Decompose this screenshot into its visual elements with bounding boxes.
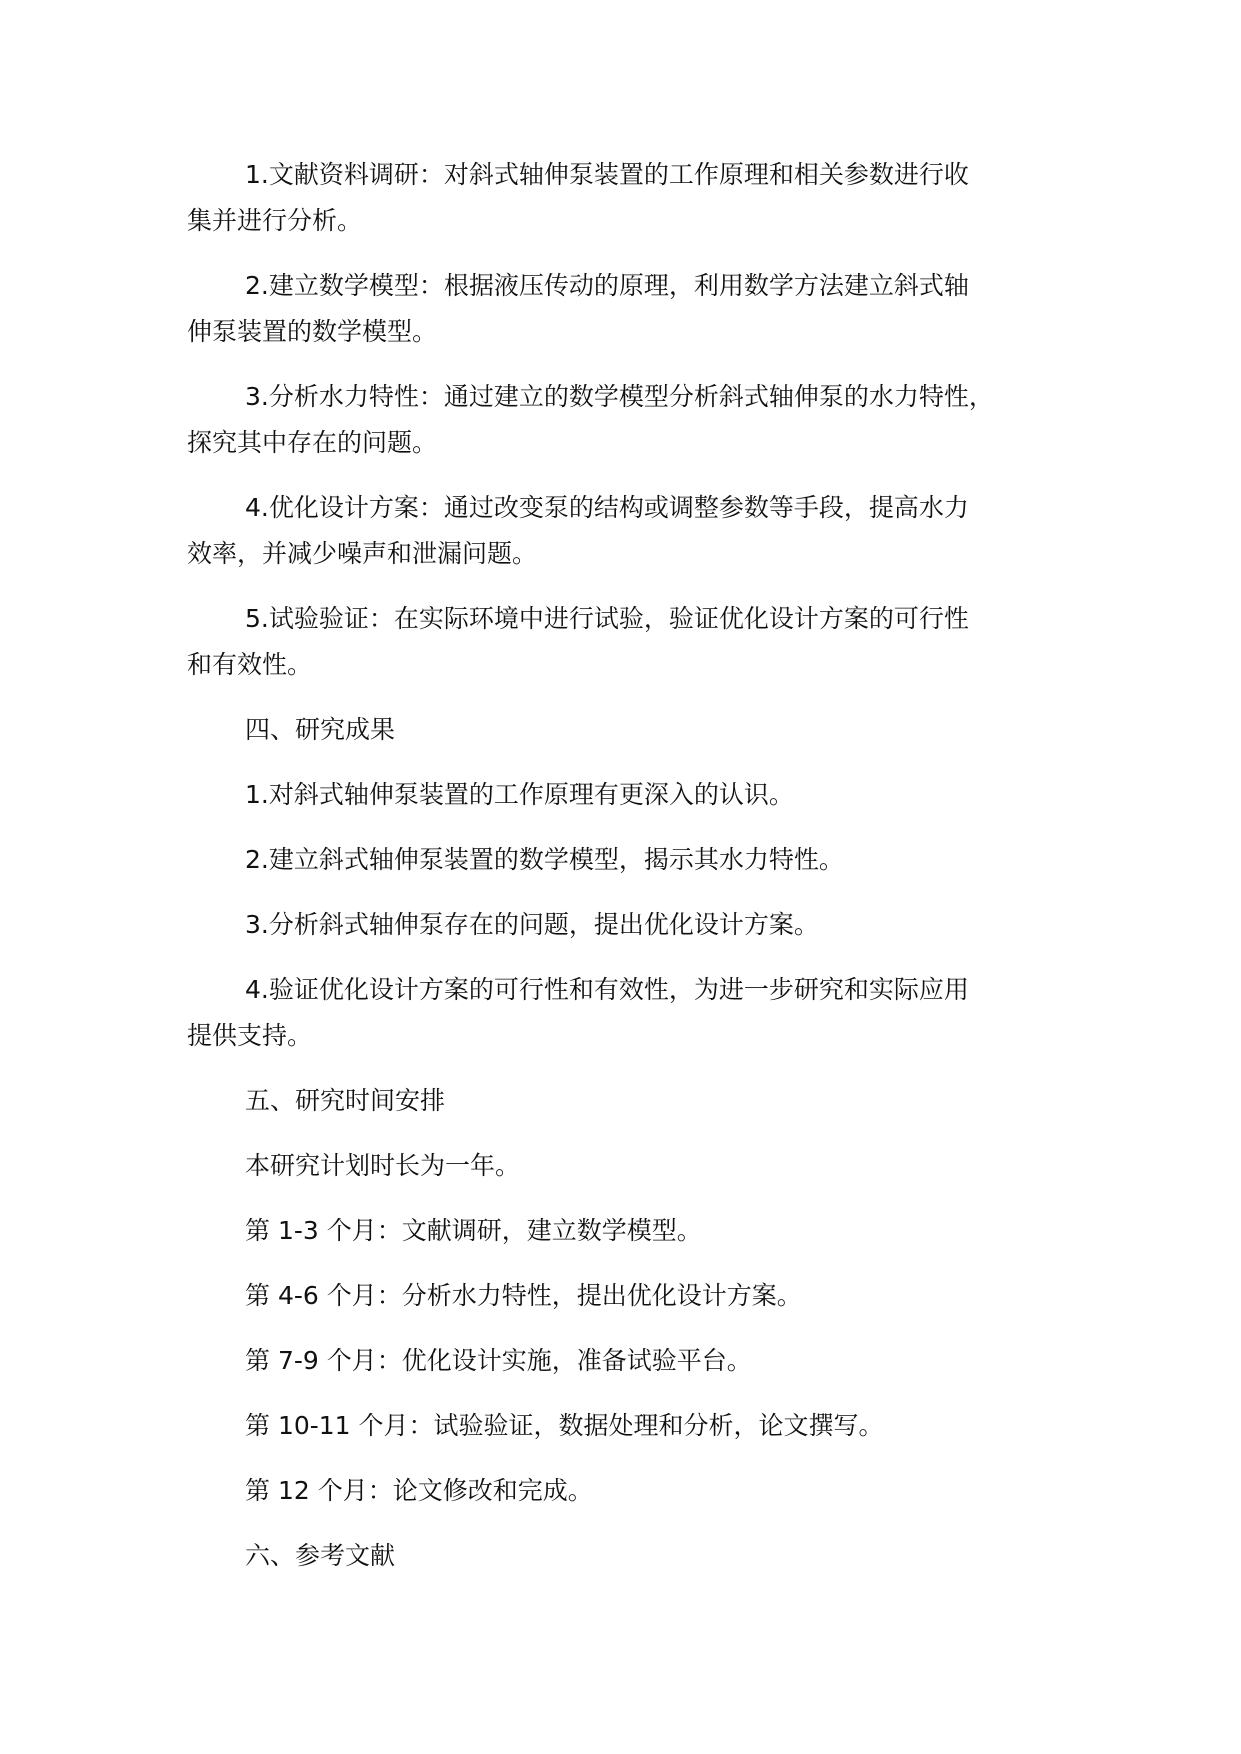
result-item-3: 3.分析斜式轴伸泵存在的问题，提出优化设计方案。: [245, 910, 819, 939]
schedule-item-4: 第 10-11 个月：试验验证，数据处理和分析，论文撰写。: [245, 1411, 884, 1440]
method-item-4-line-2: 效率，并减少噪声和泄漏问题。: [187, 539, 538, 568]
method-item-2-line-1: 2.建立数学模型：根据液压传动的原理，利用数学方法建立斜式轴: [245, 271, 969, 300]
section-heading-results: 四、研究成果: [245, 715, 396, 744]
schedule-item-1: 第 1-3 个月：文献调研，建立数学模型。: [245, 1216, 702, 1245]
method-item-1-line-2: 集并进行分析。: [187, 206, 363, 235]
method-item-5-line-2: 和有效性。: [187, 650, 313, 679]
method-item-4-line-1: 4.优化设计方案：通过改变泵的结构或调整参数等手段，提高水力: [245, 493, 969, 522]
schedule-item-5: 第 12 个月：论文修改和完成。: [245, 1476, 593, 1505]
method-item-1-line-1: 1.文献资料调研：对斜式轴伸泵装置的工作原理和相关参数进行收: [245, 160, 969, 189]
method-item-5-line-1: 5.试验验证：在实际环境中进行试验，验证优化设计方案的可行性: [245, 604, 969, 633]
method-item-3-line-1: 3.分析水力特性：通过建立的数学模型分析斜式轴伸泵的水力特性，: [245, 382, 994, 411]
method-item-2-line-2: 伸泵装置的数学模型。: [187, 317, 438, 346]
schedule-item-2: 第 4-6 个月：分析水力特性，提出优化设计方案。: [245, 1281, 802, 1310]
section-heading-references: 六、参考文献: [245, 1541, 396, 1570]
result-item-4-line-2: 提供支持。: [187, 1021, 313, 1050]
result-item-2: 2.建立斜式轴伸泵装置的数学模型，揭示其水力特性。: [245, 845, 844, 874]
result-item-1: 1.对斜式轴伸泵装置的工作原理有更深入的认识。: [245, 780, 794, 809]
schedule-item-3: 第 7-9 个月：优化设计实施，准备试验平台。: [245, 1346, 752, 1375]
section-heading-schedule: 五、研究时间安排: [245, 1086, 446, 1115]
schedule-intro: 本研究计划时长为一年。: [245, 1151, 521, 1180]
result-item-4-line-1: 4.验证优化设计方案的可行性和有效性，为进一步研究和实际应用: [245, 975, 969, 1004]
method-item-3-line-2: 探究其中存在的问题。: [187, 428, 438, 457]
